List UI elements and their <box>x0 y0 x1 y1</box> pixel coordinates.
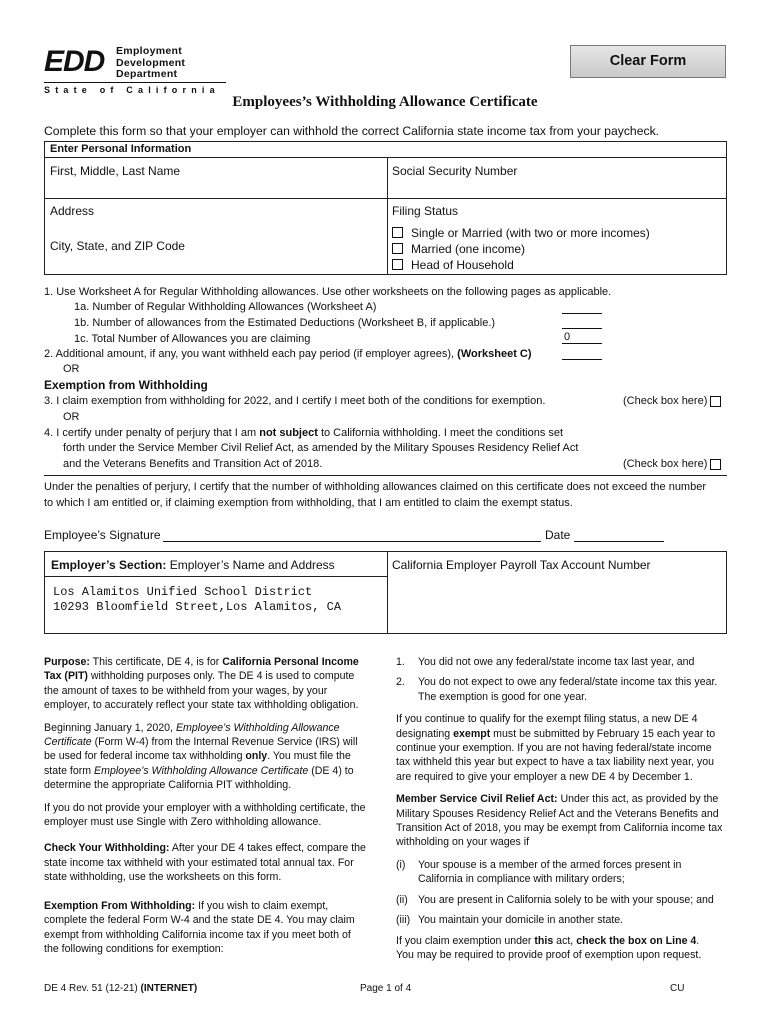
condition-i: (i) Your spouse is a member of the armed forces present in California in compliance with military orders; <box>396 858 682 886</box>
filing-status-label: Filing Status <box>392 204 459 218</box>
msc-paragraph: Member Service Civil Relief Act: Under this act, as provided by the Military Spouses Residency Relief Act and the Veterans Benefits and Transition Act of 2018, you may be exempt from California income tax withholding on your wages if <box>396 793 723 849</box>
condition-ii: (ii) You are present in California solely to be with your spouse; and <box>396 893 714 906</box>
instructions-left-column <box>44 655 366 964</box>
line-1a-field[interactable] <box>562 313 602 314</box>
employer-name-field[interactable]: Los Alamitos Unified School District 10293 Bloomfield Street,Los Alamitos, CA <box>53 585 342 614</box>
clear-form-button[interactable]: Clear Form <box>570 45 726 78</box>
condition-2: 2. You do not expect to owe any federal/state income tax this year. The exemption is good for one year. <box>396 676 718 703</box>
edd-logo <box>44 44 220 96</box>
personal-info-box <box>44 141 727 275</box>
employer-box <box>44 551 727 634</box>
filing-status-options <box>392 225 650 273</box>
employer-section-label: Employer’s Section: Employer’s Name and Address <box>51 558 335 572</box>
line-1b: 1b. Number of allowances from the Estimated Deductions (Worksheet B, if applicable.) <box>74 317 496 329</box>
logo-department-name: Employment Development Department <box>116 45 186 80</box>
line-3-check: (Check box here) <box>623 395 708 407</box>
line-4-cont: forth under the Service Member Civil Relief Act, as amended by the Military Spouses Residency Relief Act <box>63 442 579 454</box>
account-number-field[interactable] <box>390 576 724 632</box>
account-number-label: California Employer Payroll Tax Account Number <box>392 558 651 572</box>
signature-field[interactable] <box>163 541 541 542</box>
logo-mark: EDD <box>44 45 105 78</box>
line-4: 4. I certify under penalty of perjury that I am not subject to California withholding. I meet the conditions set <box>44 427 564 439</box>
filing-option-head[interactable]: Head of Household <box>392 257 650 273</box>
personal-info-header: Enter Personal Information <box>45 142 726 158</box>
or-1: OR <box>63 363 80 375</box>
name-field[interactable] <box>47 178 385 196</box>
exemption-title: Exemption from Withholding <box>44 378 208 392</box>
checkbox-married[interactable] <box>392 243 403 254</box>
claim-paragraph: If you claim exemption under this act, check the box on Line 4. <box>396 934 700 947</box>
address-label: Address <box>50 204 95 218</box>
certify-text-2: to which I am entitled or, if claiming exemption from withholding, that I am entitled to claim the exempt status. <box>44 497 573 509</box>
checkbox-single[interactable] <box>392 227 403 238</box>
ssn-label: Social Security Number <box>392 164 518 178</box>
line-2: 2. Additional amount, if any, you want withheld each pay period (if employer agrees), (Worksheet C) <box>44 348 532 360</box>
check-withholding-paragraph: Check Your Withholding: After your DE 4 takes effect, compare the state income tax withheld with your estimated total annual tax. For state withholding, use the worksheets on this form. <box>44 842 366 884</box>
or-2: OR <box>63 411 80 423</box>
city-field[interactable] <box>47 254 385 272</box>
filing-option-single[interactable]: Single or Married (with two or more incomes) <box>392 225 650 241</box>
page-number: Page 1 of 4 <box>360 983 412 994</box>
form-code: CU <box>670 983 685 994</box>
line-1a: 1a. Number of Regular Withholding Allowances (Worksheet A) <box>74 301 377 313</box>
checkbox-line-3[interactable] <box>710 396 721 407</box>
filing-option-married[interactable]: Married (one income) <box>392 241 650 257</box>
date-label: Date <box>545 528 571 542</box>
certify-text-1: Under the penalties of perjury, I certify that the number of withholding allowances claimed on this certificate does not exceed the number <box>44 481 706 493</box>
line-1c: 1c. Total Number of Allowances you are claiming <box>74 333 311 345</box>
instructions-right-column <box>396 655 726 962</box>
purpose-paragraph: Purpose: This certificate, DE 4, is for California Personal Income Tax (PIT) withholding purposes only. The DE 4 is used to compute the amount of taxes to be withheld from your wages, by your employer, to accurately reflect your state tax withholding obligation. <box>44 656 359 712</box>
form-title: Employees’s Withholding Allowance Certificate <box>232 94 538 110</box>
line-3: 3. I claim exemption from withholding for 2022, and I certify I meet both of the conditions for exemption. <box>44 395 546 407</box>
exemption-paragraph: Exemption From Withholding: If you wish to claim exempt, complete the federal Form W-4 and the state DE 4. You may claim exempt from withholding California income tax if you meet both of the following conditions for exemption: <box>44 899 355 955</box>
form-intro: Complete this form so that your employer can withhold the correct California state income tax from your paycheck. <box>44 124 660 138</box>
line-1b-field[interactable] <box>562 328 602 329</box>
signature-label: Employee’s Signature <box>44 528 161 542</box>
line-1c-value[interactable]: 0 <box>564 331 571 343</box>
beginning-paragraph: Beginning January 1, 2020, Employee’s Withholding Allowance Certificate (Form W-4) from the Internal Revenue Service (IRS) will be used for federal income tax withholding only. You must file the state form Employee’s Withholding Allowance Certificate (DE 4) to determine the appropriate California PIT withholding. <box>44 721 358 792</box>
proof-line: You may be required to provide proof of exemption upon request. <box>396 948 702 961</box>
ssn-field[interactable] <box>390 178 724 196</box>
checkbox-head-of-household[interactable] <box>392 259 403 270</box>
date-field[interactable] <box>574 541 664 542</box>
line-1c-underline <box>562 343 602 344</box>
form-id: DE 4 Rev. 51 (12-21) (INTERNET) <box>44 983 198 994</box>
line-2-field[interactable] <box>562 359 602 360</box>
divider <box>44 475 727 476</box>
line-1: 1. Use Worksheet A for Regular Withholding allowances. Use other worksheets on the following pages as applicable. <box>44 286 612 298</box>
continue-paragraph: If you continue to qualify for the exempt filing status, a new DE 4 designating exempt must be submitted by February 15 each year to continue your exemption. If you are not having federal/state income tax withheld this year but expect to have a tax liability next year, you are required to give your employer a new DE 4 by December 1. <box>396 713 716 783</box>
condition-1: 1. You did not owe any federal/state income tax last year, and <box>396 656 695 668</box>
line-4-check: (Check box here) <box>623 458 708 470</box>
checkbox-line-4[interactable] <box>710 459 721 470</box>
city-label: City, State, and ZIP Code <box>50 239 185 253</box>
name-label: First, Middle, Last Name <box>50 164 181 178</box>
line-4-cont2: and the Veterans Benefits and Transition Act of 2018. <box>63 458 323 470</box>
logo-state: State of California <box>44 82 226 95</box>
condition-iii: (iii) You maintain your domicile in another state. <box>396 914 624 927</box>
address-field[interactable] <box>47 218 385 234</box>
no-certificate-paragraph: If you do not provide your employer with a withholding certificate, the employer must use Single with Zero withholding allowance. <box>44 801 366 829</box>
